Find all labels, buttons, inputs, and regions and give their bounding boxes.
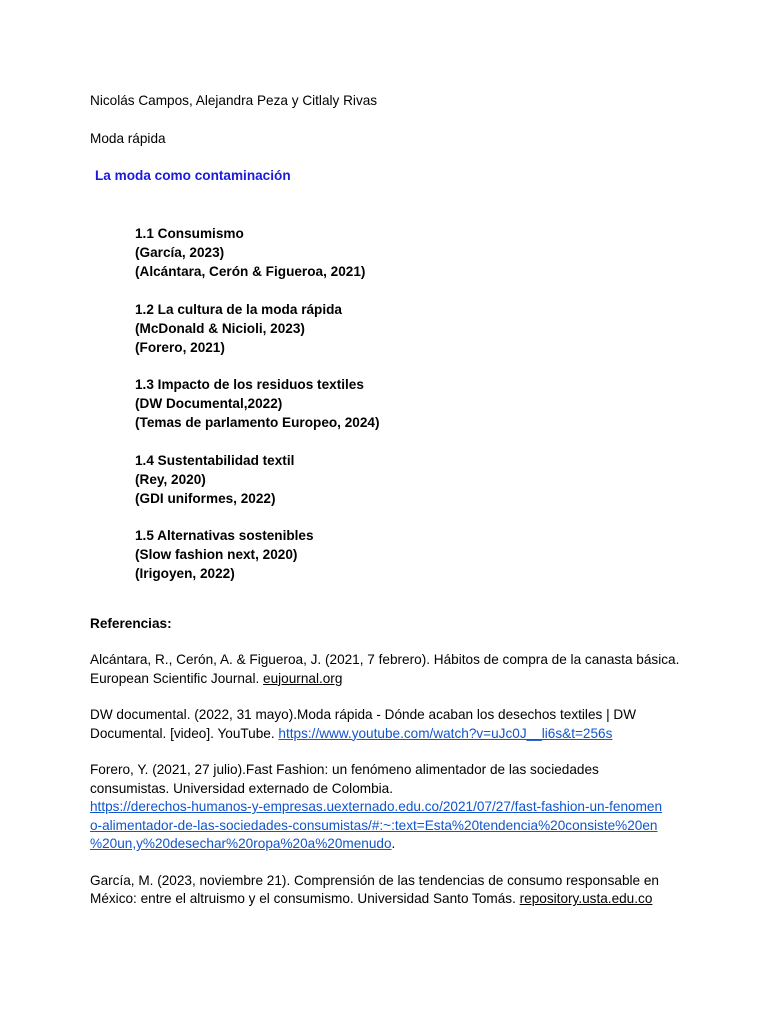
section-citation: (GDI uniformes, 2022) [135,490,276,506]
reference-text: Forero, Y. (2021, 27 julio).Fast Fashion: un fenómeno alimentador de las sociedades consumistas. Universidad externado de Colombia. [90,762,599,796]
reference-link[interactable]: repository.usta.edu.co [519,891,653,906]
section-citation: (Rey, 2020) [135,471,206,487]
section-heading: 1.3 Impacto de los residuos textiles [135,377,364,392]
reference-suffix: . [391,836,396,851]
section-citation: (Alcántara, Cerón & Figueroa, 2021) [135,264,366,279]
reference-garcia [90,872,680,909]
outline-section [135,451,380,508]
outline-section [135,526,380,583]
section-citation: (McDonald & Nicioli, 2023) [135,320,305,336]
reference-alcantara [90,651,680,688]
reference-link[interactable]: o-alimentador-de-las-sociedades-consumistas/#:~:text=Esta%20tendencia%20consiste%20en [90,817,658,833]
reference-text: DW documental. (2022, 31 mayo).Moda rápida - Dónde acaban los desechos textiles | DW Documental. [video]. YouTube. [90,707,637,741]
reference-link[interactable]: https://www.youtube.com/watch?v=uJc0J__li6s&t=256s [278,725,613,741]
reference-dw [90,706,680,743]
section-citation: (Temas de parlamento Europeo, 2024) [135,415,380,430]
topic-line: Moda rápida [90,131,166,146]
reference-text: Alcántara, R., Cerón, A. & Figueroa, J. (2021, 7 febrero). Hábitos de compra de la canasta básica. European Scientific Journal. [90,652,680,686]
references-list [90,651,680,927]
section-citation: (DW Documental,2022) [135,396,283,411]
outline-list [135,224,380,602]
reference-link[interactable]: eujournal.org [263,670,343,686]
outline-section [135,300,380,357]
outline-section [135,224,380,281]
section-citation: (Irigoyen, 2022) [135,566,235,581]
section-heading: 1.2 La cultura de la moda rápida [135,301,342,317]
section-citation: (Slow fashion next, 2020) [135,547,298,562]
authors-line: Nicolás Campos, Alejandra Peza y Citlaly Rivas [90,93,378,108]
section-heading: 1.1 Consumismo [135,226,244,241]
section-heading: 1.4 Sustentabilidad textil [135,452,295,468]
reference-link[interactable]: %20un,y%20desechar%20ropa%20a%20menudo [90,836,392,851]
references-heading: Referencias: [90,616,172,631]
section-citation: (Forero, 2021) [135,339,225,355]
reference-link[interactable]: https://derechos-humanos-y-empresas.uexternado.edu.co/2021/07/27/fast-fashion-un-fenomen [90,799,663,814]
outline-section [135,375,380,432]
section-citation: (García, 2023) [135,245,225,260]
reference-forero [90,761,680,854]
document-title: La moda como contaminación [95,168,291,183]
section-heading: 1.5 Alternativas sostenibles [135,528,314,543]
reference-text: García, M. (2023, noviembre 21). Comprensión de las tendencias de consumo responsable en México: entre el altruismo y el consumismo. Universidad Santo Tomás. [90,872,659,906]
